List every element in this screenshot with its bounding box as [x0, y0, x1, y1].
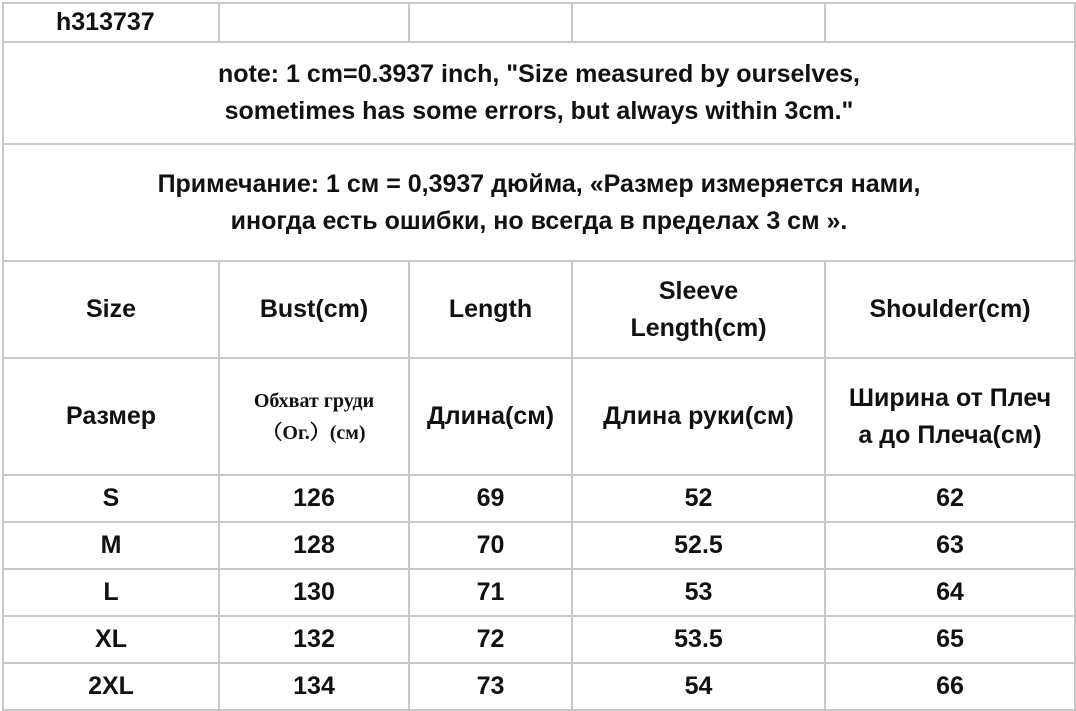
table-row: [3, 663, 1075, 710]
cell-size: XL: [3, 616, 219, 663]
cell-size: L: [3, 569, 219, 616]
header-shoulder: Shoulder(cm): [825, 261, 1075, 358]
cell-shoulder: 66: [825, 663, 1075, 710]
header-bust-ru-line-2: （Ог.）(см): [262, 421, 366, 444]
table-row: [3, 616, 1075, 663]
cell-sleeve: 52.5: [572, 522, 825, 569]
cell-shoulder: 62: [825, 475, 1075, 522]
cell-bust: 128: [219, 522, 409, 569]
product-code-row: [3, 3, 1075, 42]
header-sleeve-length: [572, 261, 825, 358]
cell-shoulder: 65: [825, 616, 1075, 663]
product-code: h313737: [3, 3, 219, 42]
empty-cell: [572, 3, 825, 42]
cell-length: 70: [409, 522, 572, 569]
cell-length: 71: [409, 569, 572, 616]
empty-cell: [219, 3, 409, 42]
table-row: [3, 569, 1075, 616]
cell-shoulder: 64: [825, 569, 1075, 616]
header-sleeve-ru: Длина руки(см): [572, 358, 825, 475]
note-english-row: [3, 42, 1075, 144]
empty-cell: [409, 3, 572, 42]
cell-bust: 126: [219, 475, 409, 522]
cell-bust: 132: [219, 616, 409, 663]
header-sleeve-line-2: Length(cm): [630, 313, 767, 342]
header-shoulder-ru-line-1: Ширина от Плеч: [848, 383, 1052, 412]
empty-cell: [825, 3, 1075, 42]
note-russian-line-2: иногда есть ошибки, но всегда в пределах 3 см ».: [230, 206, 848, 235]
cell-length: 73: [409, 663, 572, 710]
header-shoulder-ru-line-2: а до Плеча(см): [858, 420, 1042, 449]
header-russian-row: [3, 358, 1075, 475]
cell-size: S: [3, 475, 219, 522]
header-size-ru: Размер: [3, 358, 219, 475]
header-size: Size: [3, 261, 219, 358]
cell-sleeve: 53: [572, 569, 825, 616]
cell-bust: 130: [219, 569, 409, 616]
header-sleeve-line-1: Sleeve: [658, 276, 739, 305]
cell-shoulder: 63: [825, 522, 1075, 569]
table-row: [3, 475, 1075, 522]
note-russian-row: [3, 144, 1075, 261]
cell-length: 72: [409, 616, 572, 663]
cell-sleeve: 53.5: [572, 616, 825, 663]
header-english-row: [3, 261, 1075, 358]
header-bust-ru: [219, 358, 409, 475]
note-english-line-1: note: 1 cm=0.3937 inch, "Size measured by ourselves,: [217, 60, 860, 88]
header-length: Length: [409, 261, 572, 358]
table-row: [3, 522, 1075, 569]
header-shoulder-ru: [825, 358, 1075, 475]
note-english: [3, 42, 1075, 144]
header-length-ru: Длина(см): [409, 358, 572, 475]
cell-size: 2XL: [3, 663, 219, 710]
cell-bust: 134: [219, 663, 409, 710]
header-bust-ru-line-1: Обхват груди: [253, 389, 375, 412]
cell-size: M: [3, 522, 219, 569]
cell-sleeve: 54: [572, 663, 825, 710]
cell-sleeve: 52: [572, 475, 825, 522]
size-chart-table: [2, 2, 1076, 711]
note-russian: [3, 144, 1075, 261]
header-bust: Bust(cm): [219, 261, 409, 358]
note-english-line-2: sometimes has some errors, but always within 3cm.": [224, 97, 854, 125]
note-russian-line-1: Примечание: 1 см = 0,3937 дюйма, «Размер измеряется нами,: [157, 169, 921, 198]
cell-length: 69: [409, 475, 572, 522]
